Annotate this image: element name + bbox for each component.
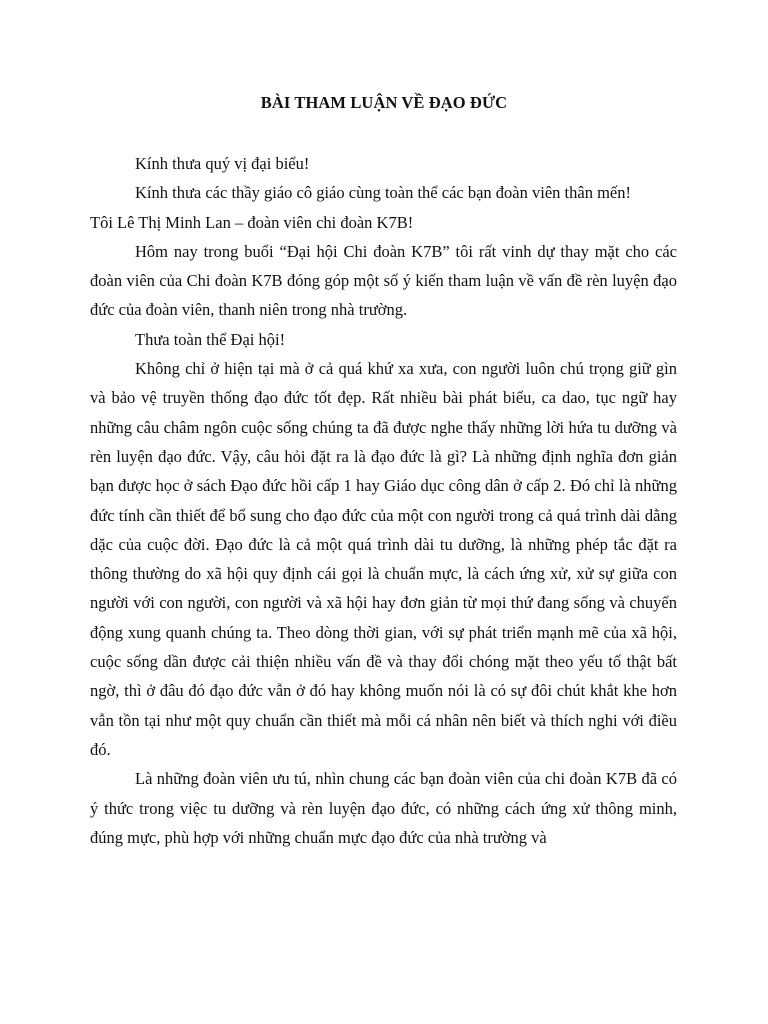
paragraph-self-introduction: Tôi Lê Thị Minh Lan – đoàn viên chi đoàn K7B! [90,212,414,232]
paragraph-address-congress: Thưa toàn thể Đại hội! [135,329,286,349]
document-body [90,149,677,852]
paragraph-ethics-definition: Không chỉ ở hiện tại mà ở cả quá khứ xa xưa, con người luôn chú trọng giữ gìn và bảo vệ truyền thống đạo đức tốt đẹp. Rất nhiều bài phát biểu, ca dao, tục ngữ hay những câu châm ngôn cuộc sống chúng ta đã được nghe thấy những lời hứa tu dưỡng và rèn luyện đạo đức. Vậy, câu hỏi đặt ra là đạo đức là gì? Là những định nghĩa đơn giản bạn được học ở sách Đạo đức hồi cấp 1 hay Giáo dục công dân ở cấp 2. Đó chỉ là những đức tính cần thiết để bổ sung cho đạo đức của một con người trong cả quá trình dài dằng dặc của cuộc đời. Đạo đức là cả một quá trình dài tu dưỡng, là những phép tắc đặt ra thông thường do xã hội quy định cái gọi là chuẩn mực, là cách ứng xử, xử sự giữa con người với con người, con người và xã hội hay đơn giản từ mọi thứ đang sống và chuyển động xung quanh chúng ta. Theo dòng thời gian, với sự phát triển mạnh mẽ của xã hội, cuộc sống dần được cải thiện nhiều vấn đề và thay đổi chóng mặt theo yếu tố thật bất ngờ, thì ở đâu đó đạo đức vẫn ở đó hay không muốn nói là có sự đôi chút khắt khe hơn vẫn tồn tại như một quy chuẩn cần thiết mà mỗi cá nhân nên biết và thích nghi với điều đó. [90,359,677,759]
paragraph-greeting-teachers: Kính thưa các thầy giáo cô giáo cùng toàn thể các bạn đoàn viên thân mến! [135,183,631,203]
paragraph-greeting-guests: Kính thưa quý vị đại biểu! [135,154,310,173]
paragraph-members-assessment: Là những đoàn viên ưu tú, nhìn chung các bạn đoàn viên của chi đoàn K7B đã có ý thức trong việc tu dưỡng và rèn luyện đạo đức, có những cách ứng xử thông minh, đúng mực, phù hợp với những chuẩn mực đạo đức của nhà trường và [90,769,677,847]
document-title: BÀI THAM LUẬN VỀ ĐẠO ĐỨC [260,93,508,112]
paragraph-occasion: Hôm nay trong buổi “Đại hội Chi đoàn K7B” tôi rất vinh dự thay mặt cho các đoàn viên của Chi đoàn K7B đóng góp một số ý kiến tham luận về vấn đề rèn luyện đạo đức của đoàn viên, thanh niên trong nhà trường. [90,241,677,320]
